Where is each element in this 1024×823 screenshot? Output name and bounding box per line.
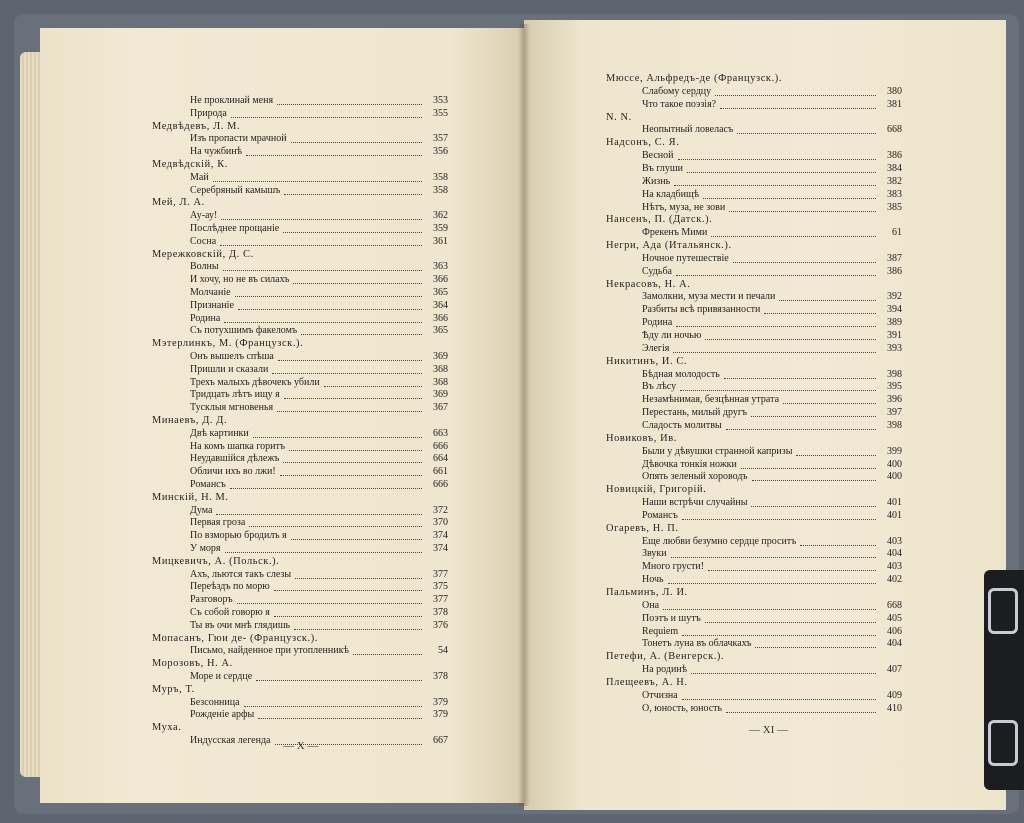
poem-title: Бѣдная молодость [642, 368, 720, 380]
toc-entry [190, 670, 448, 683]
dot-leader [353, 641, 422, 655]
author-name: Огаревъ, Н. П. [606, 522, 679, 534]
poem-title: Замолкни, муза мести и печали [642, 291, 776, 303]
dot-leader [256, 667, 422, 681]
poem-title: Элегія [642, 342, 670, 354]
poem-title: Ты въ очи мнѣ глядишь [190, 619, 291, 631]
poem-title: Пришли и сказали [190, 363, 269, 375]
poem-title: Родина [190, 312, 221, 324]
poem-title: Еще любви безумно сердце проситъ [642, 535, 797, 547]
dot-leader [726, 699, 876, 713]
toc-entry [642, 663, 902, 676]
author-name: Морозовъ, Н. А. [152, 658, 233, 670]
author-name: Мей, Л. А. [152, 197, 205, 209]
page-number: 356 [433, 146, 448, 158]
toc-entry [642, 98, 902, 111]
page-number: 61 [892, 227, 902, 239]
page-number: 368 [433, 376, 448, 388]
page-number: 368 [433, 363, 448, 375]
poem-title: Requiem [642, 625, 679, 637]
page-number: 375 [433, 581, 448, 593]
toc-entry [642, 265, 902, 278]
dot-leader [737, 120, 876, 134]
poem-title: Поэтъ и шутъ [642, 612, 701, 624]
dot-leader [246, 142, 422, 156]
page-number: 378 [433, 607, 448, 618]
poem-title: Индусская легенда [190, 735, 271, 746]
book-gutter [518, 24, 530, 806]
poem-title: Трехъ малыхъ дѣвочекъ убили [190, 376, 320, 388]
poem-title: Двѣ картинки [190, 427, 249, 439]
poem-title: Весной [642, 150, 674, 162]
toc-entry [190, 644, 448, 657]
toc-entry [190, 734, 448, 747]
poem-title: Молчаніе [190, 287, 231, 298]
page-number: 403 [887, 535, 902, 547]
page-number: 401 [887, 509, 902, 521]
page-number: 395 [887, 381, 902, 393]
author-name: Мицкевичъ, А. (Польск.). [152, 555, 280, 567]
toc-entry [642, 342, 902, 355]
poem-title: Тридцать лѣтъ ищу я [190, 389, 280, 401]
page-number: 357 [433, 133, 448, 145]
poem-title: Опять зеленый хороводъ [642, 471, 748, 483]
book-clip [984, 570, 1024, 790]
author-name: Мюссе, Альфредъ-де (Французск.). [606, 73, 783, 84]
author-name: Нансенъ, П. (Датск.). [606, 214, 713, 226]
toc-entry [642, 637, 902, 650]
dot-leader [284, 181, 422, 195]
toc-entry [642, 702, 902, 715]
page-number: 359 [433, 223, 448, 234]
page-number: 394 [887, 304, 902, 316]
dot-leader [752, 467, 876, 481]
page-number: 398 [887, 419, 902, 431]
poem-title: Ау-ау! [190, 210, 218, 222]
page-number: 666 [433, 479, 448, 490]
page-number: 363 [433, 261, 448, 273]
poem-title: Слабому сердцу [642, 85, 712, 97]
poem-title: Судьба [642, 265, 672, 277]
poem-title: На чужбинѣ [190, 146, 243, 158]
page-number: 366 [433, 312, 448, 324]
page-number: 389 [887, 317, 902, 329]
page-number: 404 [887, 548, 902, 560]
right-page [524, 20, 1006, 810]
page-number: 358 [433, 184, 448, 196]
page-number: 400 [887, 471, 902, 483]
poem-title: Неопытный ловеласъ [642, 124, 734, 136]
page-number: 663 [433, 427, 448, 439]
author-name: Минаевъ, Д. Д. [152, 415, 228, 426]
poem-title: Дѣвочка тонкія ножки [642, 458, 737, 470]
poem-title: Не проклинай меня [190, 95, 274, 106]
page-number: 391 [887, 330, 902, 341]
poem-title: Что такое поэзія? [642, 98, 717, 110]
page-number: 399 [887, 445, 902, 457]
poem-title: Дума [190, 504, 213, 516]
toc-entry [642, 573, 902, 586]
page-number: 397 [887, 407, 902, 419]
page-number: 369 [433, 351, 448, 362]
page-number: 661 [433, 466, 448, 478]
author-name: Муха. [152, 722, 182, 734]
page-number: 392 [887, 291, 902, 303]
poem-title: Море и сердце [190, 671, 253, 682]
page-number: 382 [887, 175, 902, 187]
page-number: 367 [433, 402, 448, 414]
page-number: 393 [887, 342, 902, 354]
poem-title: Безсонница [190, 696, 240, 708]
poem-title: Незамѣнимая, безцѣнная утрата [642, 394, 780, 406]
left-page [40, 28, 524, 803]
page-edges [20, 52, 42, 777]
page-number: 401 [887, 497, 902, 509]
poem-title: Волны [190, 261, 219, 273]
author-name: Новиковъ, Ив. [606, 432, 677, 444]
page-number: 380 [887, 85, 902, 97]
poem-title: Сосна [190, 235, 217, 247]
poem-title: На родинѣ [642, 664, 688, 676]
toc-entry [190, 324, 448, 337]
page-number: 386 [887, 150, 902, 162]
author-name: Петефи, А. (Венгерск.). [606, 651, 725, 663]
dot-leader [277, 398, 422, 412]
poem-title: Много грусти! [642, 561, 705, 573]
toc-entry [190, 478, 448, 491]
poem-title: Ночное путешествіе [642, 252, 729, 264]
page-number: 383 [887, 188, 902, 200]
page-number: 387 [887, 252, 902, 264]
poem-title: Май [190, 171, 209, 183]
toc-entry [642, 509, 902, 522]
page-number: 54 [438, 645, 448, 657]
page-number: 381 [887, 98, 902, 110]
toc-entry [190, 107, 448, 120]
poem-title: Природа [190, 107, 227, 119]
author-name: Никитинъ, И. С. [606, 355, 688, 367]
page-number: 362 [433, 210, 448, 222]
page-number: 398 [887, 368, 902, 380]
author-name: Мережковскій, Д. С. [152, 248, 254, 260]
poem-title: Нѣтъ, муза, не зови [642, 201, 726, 213]
poem-title: Были у дѣвушки странной капризы [642, 445, 793, 457]
page-number: 410 [887, 702, 902, 714]
poem-title: Письмо, найденное при утопленникѣ [190, 645, 349, 657]
page-number: 406 [887, 625, 902, 637]
toc-entry [190, 235, 448, 248]
poem-title: Признаніе [190, 299, 234, 311]
author-name: Медвѣдевъ, Л. М. [152, 120, 241, 132]
page-number: 668 [887, 599, 902, 611]
page-number: 369 [433, 389, 448, 401]
page-number: 353 [433, 95, 448, 106]
page-number: 400 [887, 458, 902, 470]
clip-hinge-icon [988, 720, 1018, 766]
page-number: 377 [433, 568, 448, 580]
dot-leader [231, 104, 422, 118]
page-number: 361 [433, 235, 448, 247]
poem-title: Сладость молитвы [642, 419, 722, 431]
page-number: 370 [433, 517, 448, 529]
poem-title: Она [642, 599, 660, 611]
page-number: 358 [433, 171, 448, 183]
author-name: Медвѣдскій, К. [152, 159, 228, 170]
dot-leader [301, 321, 422, 335]
page-number: 355 [433, 107, 448, 119]
right-page-number: — XI — [749, 724, 789, 736]
page-number: 379 [433, 696, 448, 708]
dot-leader [755, 634, 876, 648]
poem-title: Романсъ [642, 509, 678, 521]
poem-title: По взморью бродилъ я [190, 530, 287, 542]
page-number: 386 [887, 265, 902, 277]
author-name: Минскій, Н. М. [152, 491, 229, 503]
dot-leader [230, 475, 422, 489]
dot-leader [682, 506, 876, 520]
poem-title: Разбиты всѣ привязанности [642, 304, 761, 316]
poem-title: Рожденіе арфы [190, 709, 255, 721]
page-number: 365 [433, 325, 448, 337]
dot-leader [726, 416, 876, 430]
poem-title: Въ глуши [642, 162, 683, 174]
toc-entry [190, 401, 448, 414]
page-number: 409 [887, 689, 902, 701]
poem-title: Жизнь [642, 175, 671, 187]
toc-entry [190, 542, 448, 555]
toc-entry [642, 123, 902, 136]
poem-title: У моря [190, 543, 221, 554]
dot-leader [676, 262, 876, 276]
page-number: 668 [887, 124, 902, 136]
toc-entry [190, 145, 448, 158]
poem-title: Обличи ихъ во лжи! [190, 466, 276, 478]
page-number: 376 [433, 619, 448, 631]
poem-title: Первая гроза [190, 517, 246, 529]
poem-title: Романсъ [190, 479, 226, 490]
poem-title: И хочу, но не въ силахъ [190, 274, 290, 286]
author-name: Некрасовъ, Н. А. [606, 278, 691, 290]
dot-leader [668, 570, 876, 584]
poem-title: Фрекенъ Мими [642, 227, 708, 239]
toc-entry [190, 708, 448, 721]
dot-leader [294, 616, 422, 630]
author-name: Пальминъ, Л. И. [606, 587, 688, 598]
toc-entry [642, 201, 902, 214]
poem-title: Ѣду ли ночью [642, 330, 702, 341]
dot-leader [673, 339, 876, 353]
poem-title: О, юность, юность [642, 702, 723, 714]
dot-leader [225, 539, 422, 553]
page-number: 372 [433, 504, 448, 516]
poem-title: Переѣздъ по морю [190, 581, 270, 593]
poem-title: На комъ шапка горитъ [190, 440, 286, 452]
page-number: 407 [887, 664, 902, 676]
page-number: 664 [433, 453, 448, 465]
poem-title: Перестань, милый другъ [642, 407, 748, 419]
dot-leader [220, 232, 422, 246]
page-number: 374 [433, 543, 448, 554]
author-name: Мэтерлинкъ, М. (Французск.). [152, 338, 304, 350]
poem-title: Послѣднее прощаніе [190, 223, 280, 234]
poem-title: Ахъ, льются такъ слезы [190, 568, 292, 580]
left-page-number: — X — [283, 740, 319, 752]
page-number: 396 [887, 394, 902, 406]
poem-title: Изъ пропасти мрачной [190, 133, 287, 145]
poem-title: Отчизна [642, 689, 678, 701]
poem-title: Звуки [642, 548, 667, 560]
dot-leader [258, 705, 422, 719]
poem-title: Тусклыя мгновенья [190, 402, 274, 414]
dot-leader [711, 223, 876, 237]
clip-hinge-icon [988, 588, 1018, 634]
dot-leader [720, 95, 876, 109]
poem-title: Съ потухшимъ факеломъ [190, 325, 298, 337]
poem-title: Ночь [642, 574, 664, 586]
poem-title: Разговоръ [190, 594, 233, 606]
author-name: N. N. [606, 111, 632, 123]
page-number: 379 [433, 709, 448, 721]
page-number: 364 [433, 299, 448, 311]
page-number: 403 [887, 561, 902, 573]
poem-title: Въ лѣсу [642, 381, 677, 393]
page-number: 385 [887, 201, 902, 213]
page-number: 402 [887, 574, 902, 586]
dot-leader [729, 198, 876, 212]
page-number: 667 [433, 735, 448, 746]
toc-entry [190, 184, 448, 197]
author-name: Негри, Ада (Итальянск.). [606, 240, 732, 252]
author-name: Мопасанъ, Гюи де- (Французск.). [152, 632, 319, 644]
toc-entry [642, 470, 902, 483]
author-name: Новицкій, Григорій. [606, 484, 707, 496]
poem-title: Родина [642, 317, 673, 329]
page-number: 405 [887, 612, 902, 624]
poem-title: Серебряный камышъ [190, 184, 281, 196]
toc-entry [190, 619, 448, 632]
page-number: 377 [433, 594, 448, 606]
page-number: 666 [433, 440, 448, 452]
poem-title: Тонетъ луна въ облачкахъ [642, 638, 752, 650]
page-number: 384 [887, 162, 902, 174]
dot-leader [691, 660, 876, 674]
poem-title: Наши встрѣчи случайны [642, 497, 748, 509]
author-name: Муръ, Т. [152, 683, 195, 695]
poem-title: Съ собой говорю я [190, 607, 270, 618]
toc-entry [642, 419, 902, 432]
page-number: 366 [433, 274, 448, 286]
toc-entry [642, 226, 902, 239]
poem-title: Неудавшійся дѣлежъ [190, 453, 280, 465]
page-number: 404 [887, 638, 902, 650]
page-number: 365 [433, 287, 448, 298]
poem-title: Онъ вышелъ спѣша [190, 351, 274, 362]
author-name: Плещеевъ, А. Н. [606, 676, 688, 688]
page-number: 374 [433, 530, 448, 542]
poem-title: На кладбищѣ [642, 188, 700, 200]
page-number: 378 [433, 671, 448, 682]
author-name: Надсонъ, С. Я. [606, 137, 680, 149]
